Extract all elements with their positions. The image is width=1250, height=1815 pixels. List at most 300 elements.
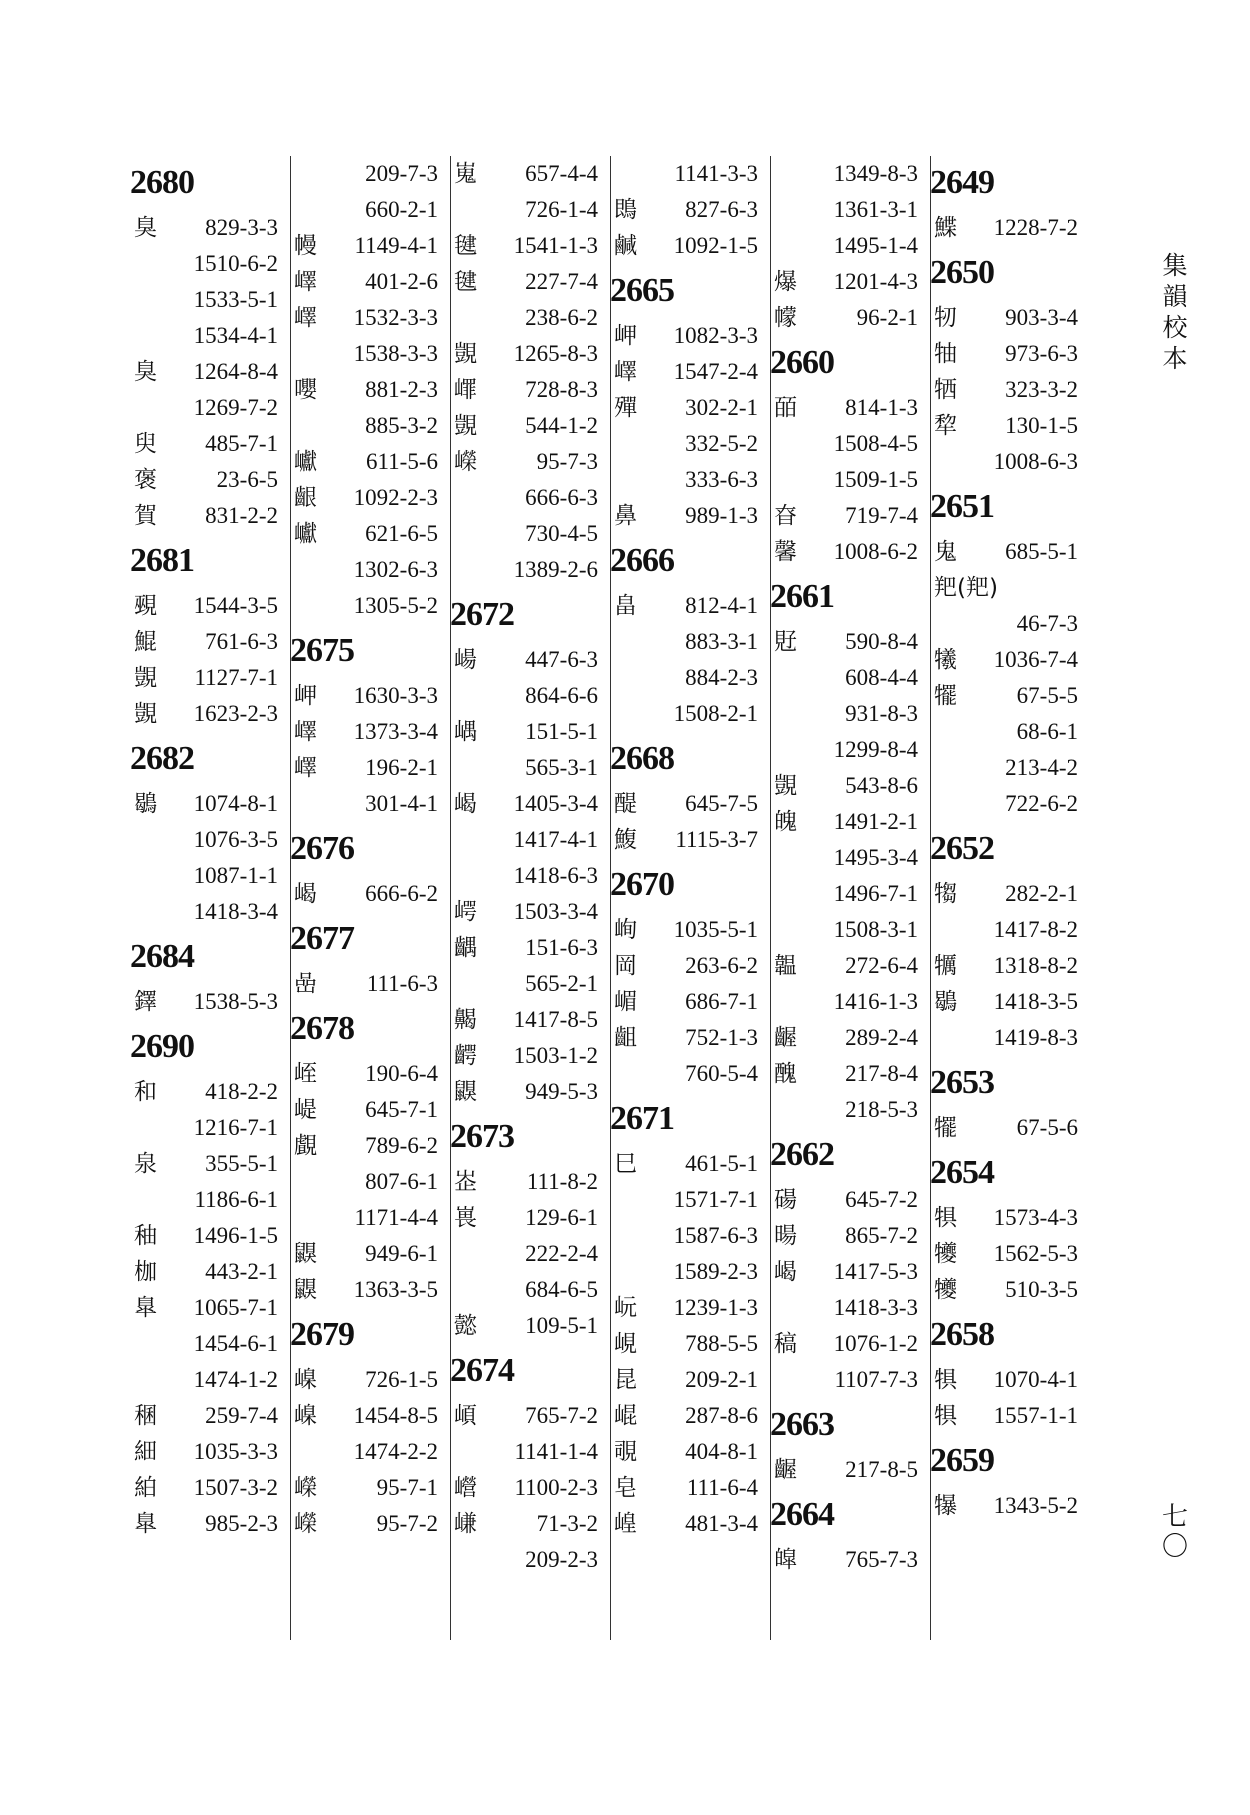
- entry-character: 覬: [134, 701, 157, 727]
- entry-character: 鹹: [614, 233, 637, 259]
- entry-reference: 263-6-2: [685, 953, 758, 978]
- entry-reference: 1171-4-4: [354, 1205, 438, 1230]
- entry-reference: 1532-3-3: [353, 305, 438, 330]
- index-entry: [610, 822, 770, 858]
- entry-reference: 831-2-2: [205, 503, 278, 528]
- index-entry: [930, 444, 1090, 480]
- entry-reference: 973-6-3: [1005, 341, 1078, 366]
- entry-character: 鼳: [294, 1241, 317, 1267]
- index-entry: [930, 714, 1090, 750]
- index-entry: [450, 444, 610, 480]
- index-entry: [770, 804, 930, 840]
- entry-reference: 1036-7-4: [993, 647, 1078, 672]
- index-entry: [930, 300, 1090, 336]
- entry-reference: 1589-2-3: [673, 1259, 758, 1284]
- entry-reference: 949-5-3: [525, 1079, 598, 1104]
- entry-character: 絈: [134, 1475, 157, 1501]
- section-number: 2653: [930, 1064, 994, 1101]
- section-header: [930, 246, 1090, 300]
- entry-character: 枷: [134, 1259, 157, 1285]
- index-entry: [450, 714, 610, 750]
- entry-character: 犤: [934, 1115, 957, 1141]
- index-entry: [930, 1236, 1090, 1272]
- entry-reference: 1562-5-3: [993, 1241, 1078, 1266]
- section-header: [930, 1434, 1090, 1488]
- index-entry: [290, 408, 450, 444]
- entry-reference: 1503-1-2: [513, 1043, 598, 1068]
- entry-reference: 287-8-6: [685, 1403, 758, 1428]
- index-entry: [770, 1182, 930, 1218]
- index-entry: [770, 462, 930, 498]
- section-header: [130, 930, 290, 984]
- entry-character: 巆: [454, 1475, 477, 1501]
- entry-reference: 949-6-1: [365, 1241, 438, 1266]
- entry-reference: 686-7-1: [685, 989, 758, 1014]
- section-number: 2682: [130, 740, 194, 777]
- entry-reference: 129-6-1: [525, 1205, 598, 1230]
- section-header: [930, 1146, 1090, 1200]
- index-entry: [130, 984, 290, 1020]
- section-number: 2690: [130, 1028, 194, 1065]
- entry-reference: 485-7-1: [205, 431, 278, 456]
- section-header: [290, 912, 450, 966]
- page-number: 七 〇: [1161, 1502, 1188, 1562]
- index-entry: [290, 1092, 450, 1128]
- index-column: [450, 156, 611, 1640]
- entry-character: 崵: [454, 647, 477, 673]
- entry-reference: 611-5-6: [366, 449, 438, 474]
- index-entry: [930, 1362, 1090, 1398]
- entry-reference: 730-4-5: [525, 521, 598, 546]
- entry-character: 齷: [774, 1025, 797, 1051]
- entry-reference: 645-7-5: [685, 791, 758, 816]
- entry-reference: 760-5-4: [685, 1061, 758, 1086]
- entry-reference: 1419-8-3: [993, 1025, 1078, 1050]
- entry-reference: 1107-7-3: [834, 1367, 918, 1392]
- entry-reference: 227-7-4: [525, 269, 598, 294]
- index-entry: [450, 966, 610, 1002]
- section-header: [770, 1128, 930, 1182]
- entry-character: 覰: [294, 1133, 317, 1159]
- index-entry: [290, 1362, 450, 1398]
- section-number: 2668: [610, 740, 674, 777]
- entry-reference: 1417-5-3: [833, 1259, 918, 1284]
- entry-character: 嶧: [294, 719, 317, 745]
- entry-reference: 1544-3-5: [193, 593, 278, 618]
- index-entry: [770, 1290, 930, 1326]
- index-entry: [930, 984, 1090, 1020]
- entry-reference: 1035-3-3: [193, 1439, 278, 1464]
- entry-reference: 726-1-4: [525, 197, 598, 222]
- entry-reference: 1571-7-1: [673, 1187, 758, 1212]
- index-entry: [290, 228, 450, 264]
- entry-reference: 827-6-3: [685, 197, 758, 222]
- entry-character: 細: [134, 1439, 157, 1465]
- index-entry: [290, 1236, 450, 1272]
- index-entry: [450, 642, 610, 678]
- index-entry: [610, 696, 770, 732]
- entry-character: 犪: [934, 1241, 957, 1267]
- index-entry: [450, 1470, 610, 1506]
- entry-character: 賀: [134, 503, 157, 529]
- index-column: [290, 156, 451, 1640]
- entry-reference: 213-4-2: [1005, 755, 1078, 780]
- entry-reference: 109-5-1: [525, 1313, 598, 1338]
- index-entry: [610, 1182, 770, 1218]
- entry-character: 嵰: [454, 1511, 477, 1537]
- entry-reference: 761-6-3: [205, 629, 278, 654]
- entry-reference: 238-6-2: [525, 305, 598, 330]
- index-entry: [610, 1362, 770, 1398]
- index-entry: [130, 1506, 290, 1542]
- entry-character: 醜: [774, 1061, 797, 1087]
- entry-reference: 1076-1-2: [833, 1331, 918, 1356]
- entry-reference: 829-3-3: [205, 215, 278, 240]
- index-entry: [450, 264, 610, 300]
- index-entry: [450, 1002, 610, 1038]
- entry-reference: 1363-3-5: [353, 1277, 438, 1302]
- index-entry: [290, 156, 450, 192]
- index-entry: [290, 966, 450, 1002]
- entry-character: 嵬: [454, 161, 477, 187]
- entry-character: 岡: [614, 953, 637, 979]
- entry-reference: 332-5-2: [685, 431, 758, 456]
- index-entry: [450, 552, 610, 588]
- index-entry: [930, 372, 1090, 408]
- index-entry: [130, 498, 290, 534]
- index-entry: [770, 390, 930, 426]
- entry-character: 崐: [614, 1403, 637, 1429]
- entry-character: 鼳: [454, 1079, 477, 1105]
- entry-reference: 1509-1-5: [833, 467, 918, 492]
- entry-reference: 1557-1-1: [993, 1403, 1078, 1428]
- entry-character: 覬: [774, 773, 797, 799]
- entry-reference: 404-8-1: [685, 1439, 758, 1464]
- index-entry: [770, 1218, 930, 1254]
- index-entry: [610, 462, 770, 498]
- entry-reference: 67-5-6: [1016, 1115, 1078, 1140]
- section-number: 2680: [130, 164, 194, 201]
- entry-character: 鼳: [294, 1277, 317, 1303]
- section-number: 2677: [290, 920, 354, 957]
- section-number: 2672: [450, 596, 514, 633]
- entry-character: 覗: [614, 1439, 637, 1465]
- index-entry: [450, 786, 610, 822]
- entry-reference: 96-2-1: [856, 305, 918, 330]
- entry-reference: 447-6-3: [525, 647, 598, 672]
- index-entry: [610, 588, 770, 624]
- entry-character: 鶡: [134, 791, 157, 817]
- index-entry: [130, 354, 290, 390]
- entry-reference: 1418-3-5: [993, 989, 1078, 1014]
- entry-character: 崿: [454, 899, 477, 925]
- section-header: [930, 1056, 1090, 1110]
- index-entry: [930, 210, 1090, 246]
- entry-reference: 1474-2-2: [353, 1439, 438, 1464]
- index-entry: [770, 1092, 930, 1128]
- entry-reference: 985-2-3: [205, 1511, 278, 1536]
- entry-character: 馨: [774, 539, 797, 565]
- entry-reference: 645-7-1: [365, 1097, 438, 1122]
- index-entry: [290, 1470, 450, 1506]
- entry-reference: 217-8-4: [845, 1061, 918, 1086]
- entry-reference: 259-7-4: [205, 1403, 278, 1428]
- section-number: 2684: [130, 938, 194, 975]
- entry-reference: 95-7-2: [376, 1511, 438, 1536]
- entry-reference: 1318-8-2: [993, 953, 1078, 978]
- entry-reference: 864-6-6: [525, 683, 598, 708]
- entry-reference: 660-2-1: [365, 197, 438, 222]
- entry-character: 醍: [614, 791, 637, 817]
- entry-reference: 282-2-1: [1005, 881, 1078, 906]
- entry-character: 犧: [934, 647, 957, 673]
- entry-character: 碭: [774, 1187, 797, 1213]
- index-entry: [130, 1110, 290, 1146]
- entry-character: 齵: [454, 935, 477, 961]
- entry-character: 嶧: [294, 755, 317, 781]
- entry-reference: 1076-3-5: [193, 827, 278, 852]
- entry-character: 嶧: [294, 269, 317, 295]
- entry-reference: 807-6-1: [365, 1169, 438, 1194]
- index-entry: [290, 192, 450, 228]
- entry-character: 牺: [934, 377, 957, 403]
- entry-reference: 111-6-3: [366, 971, 438, 996]
- index-entry: [770, 1542, 930, 1578]
- entry-reference: 989-1-3: [685, 503, 758, 528]
- entry-reference: 814-1-3: [845, 395, 918, 420]
- entry-character: 羓(羓): [934, 575, 998, 601]
- index-entry: [930, 1200, 1090, 1236]
- entry-reference: 302-2-1: [685, 395, 758, 420]
- index-entry: [450, 1164, 610, 1200]
- entry-reference: 196-2-1: [365, 755, 438, 780]
- entry-character: 覬: [454, 341, 477, 367]
- index-entry: [930, 534, 1090, 570]
- entry-reference: 684-6-5: [525, 1277, 598, 1302]
- index-entry: [930, 1272, 1090, 1308]
- entry-character: 嶸: [294, 1511, 317, 1537]
- entry-character: 嵑: [454, 791, 477, 817]
- entry-reference: 418-2-2: [205, 1079, 278, 1104]
- entry-character: 犡: [934, 953, 957, 979]
- entry-reference: 301-4-1: [365, 791, 438, 816]
- entry-reference: 885-3-2: [365, 413, 438, 438]
- index-entry: [130, 822, 290, 858]
- index-entry: [610, 1146, 770, 1182]
- index-entry: [290, 678, 450, 714]
- index-entry: [450, 336, 610, 372]
- entry-reference: 272-6-4: [845, 953, 918, 978]
- entry-character: 犋: [934, 1205, 957, 1231]
- section-number: 2666: [610, 542, 674, 579]
- entry-reference: 1389-2-6: [513, 557, 598, 582]
- index-entry: [450, 1074, 610, 1110]
- entry-reference: 1454-8-5: [353, 1403, 438, 1428]
- entry-reference: 461-5-1: [685, 1151, 758, 1176]
- section-header: [930, 1308, 1090, 1362]
- entry-character: 稛: [134, 1403, 157, 1429]
- section-header: [130, 1020, 290, 1074]
- entry-reference: 1299-8-4: [833, 737, 918, 762]
- entry-reference: 1201-4-3: [833, 269, 918, 294]
- entry-reference: 1416-1-3: [833, 989, 918, 1014]
- index-entry: [450, 228, 610, 264]
- entry-reference: 355-5-1: [205, 1151, 278, 1176]
- index-entry: [450, 1398, 610, 1434]
- entry-character: 犦: [934, 1493, 957, 1519]
- entry-reference: 1008-6-3: [993, 449, 1078, 474]
- index-entry: [450, 894, 610, 930]
- index-entry: [130, 282, 290, 318]
- entry-reference: 1265-8-3: [513, 341, 598, 366]
- entry-character: 齷: [774, 1457, 797, 1483]
- entry-character: 犋: [934, 1367, 957, 1393]
- entry-character: 幪: [774, 305, 797, 331]
- entry-reference: 1349-8-3: [833, 161, 918, 186]
- index-entry: [770, 624, 930, 660]
- index-entry: [130, 696, 290, 732]
- section-number: 2651: [930, 488, 994, 525]
- entry-reference: 1239-1-3: [673, 1295, 758, 1320]
- section-header: [290, 1002, 450, 1056]
- index-entry: [930, 1110, 1090, 1146]
- entry-reference: 1496-7-1: [833, 881, 918, 906]
- index-entry: [450, 1272, 610, 1308]
- entry-reference: 1141-1-4: [514, 1439, 598, 1464]
- index-entry: [450, 822, 610, 858]
- entry-character: 臯: [134, 1295, 157, 1321]
- section-header: [770, 1398, 930, 1452]
- index-entry: [770, 768, 930, 804]
- entry-reference: 666-6-3: [525, 485, 598, 510]
- index-entry: [290, 1398, 450, 1434]
- entry-character: 秞: [134, 1223, 157, 1249]
- entry-character: 毽: [454, 233, 477, 259]
- entry-reference: 608-4-4: [845, 665, 918, 690]
- index-entry: [130, 1398, 290, 1434]
- index-entry: [130, 1290, 290, 1326]
- entry-reference: 1418-6-3: [513, 863, 598, 888]
- entry-reference: 1623-2-3: [193, 701, 278, 726]
- section-header: [610, 732, 770, 786]
- index-entry: [130, 390, 290, 426]
- entry-reference: 719-7-4: [845, 503, 918, 528]
- index-entry: [610, 354, 770, 390]
- entry-character: 嶧: [614, 359, 637, 385]
- entry-reference: 71-3-2: [536, 1511, 598, 1536]
- index-entry: [290, 1056, 450, 1092]
- index-entry: [290, 1272, 450, 1308]
- index-entry: [130, 1218, 290, 1254]
- section-number: 2671: [610, 1100, 674, 1137]
- entry-reference: 789-6-2: [365, 1133, 438, 1158]
- entry-reference: 788-5-5: [685, 1331, 758, 1356]
- section-header: [770, 570, 930, 624]
- index-entry: [610, 228, 770, 264]
- entry-reference: 1302-6-3: [353, 557, 438, 582]
- entry-character: 殫: [614, 395, 637, 421]
- entry-character: 和: [134, 1079, 157, 1105]
- index-entry: [610, 912, 770, 948]
- section-number: 2678: [290, 1010, 354, 1047]
- section-header: [130, 534, 290, 588]
- index-entry: [770, 1326, 930, 1362]
- index-entry: [450, 1308, 610, 1344]
- entry-reference: 1092-1-5: [673, 233, 758, 258]
- section-header: [770, 1488, 930, 1542]
- index-entry: [770, 264, 930, 300]
- index-entry: [610, 1254, 770, 1290]
- section-number: 2670: [610, 866, 674, 903]
- index-entry: [450, 480, 610, 516]
- entry-reference: 1035-5-1: [673, 917, 758, 942]
- index-entry: [450, 1236, 610, 1272]
- index-column: [930, 156, 1090, 1640]
- entry-reference: 443-2-1: [205, 1259, 278, 1284]
- index-entry: [130, 624, 290, 660]
- entry-character: 覎: [774, 629, 797, 655]
- index-entry: [930, 786, 1090, 822]
- section-header: [930, 156, 1090, 210]
- entry-character: 鵖: [614, 197, 637, 223]
- entry-character: 鰈: [934, 215, 957, 241]
- index-entry: [610, 1326, 770, 1362]
- index-entry: [610, 624, 770, 660]
- index-entry: [930, 642, 1090, 678]
- entry-reference: 752-1-3: [685, 1025, 758, 1050]
- index-entry: [450, 1038, 610, 1074]
- index-entry: [930, 948, 1090, 984]
- entry-reference: 1264-8-4: [193, 359, 278, 384]
- index-entry: [770, 1056, 930, 1092]
- index-entry: [610, 1290, 770, 1326]
- entry-reference: 510-3-5: [1005, 1277, 1078, 1302]
- entry-character: 鰒: [614, 827, 637, 853]
- entry-reference: 765-7-2: [525, 1403, 598, 1428]
- section-header: [610, 534, 770, 588]
- index-entry: [770, 498, 930, 534]
- section-number: 2675: [290, 632, 354, 669]
- entry-reference: 1092-2-3: [353, 485, 438, 510]
- section-header: [610, 1092, 770, 1146]
- index-entry: [930, 1398, 1090, 1434]
- entry-character: 嵋: [614, 989, 637, 1015]
- entry-reference: 1491-2-1: [833, 809, 918, 834]
- entry-reference: 883-3-1: [685, 629, 758, 654]
- entry-reference: 130-1-5: [1005, 413, 1078, 438]
- entry-reference: 1474-1-2: [193, 1367, 278, 1392]
- index-entry: [450, 750, 610, 786]
- index-column: [770, 156, 931, 1640]
- index-entry: [290, 264, 450, 300]
- index-entry: [610, 1056, 770, 1092]
- index-entry: [930, 1020, 1090, 1056]
- index-entry: [930, 408, 1090, 444]
- index-entry: [770, 840, 930, 876]
- entry-character: 嚶: [294, 377, 317, 403]
- entry-character: 岏: [614, 1295, 637, 1321]
- index-entry: [130, 246, 290, 282]
- entry-reference: 666-6-2: [365, 881, 438, 906]
- index-entry: [770, 1020, 930, 1056]
- index-entry: [130, 1074, 290, 1110]
- entry-reference: 1587-6-3: [673, 1223, 758, 1248]
- entry-reference: 222-2-4: [525, 1241, 598, 1266]
- index-entry: [130, 1182, 290, 1218]
- index-entry: [290, 714, 450, 750]
- entry-character: 昚: [774, 503, 797, 529]
- entry-reference: 111-6-4: [686, 1475, 758, 1500]
